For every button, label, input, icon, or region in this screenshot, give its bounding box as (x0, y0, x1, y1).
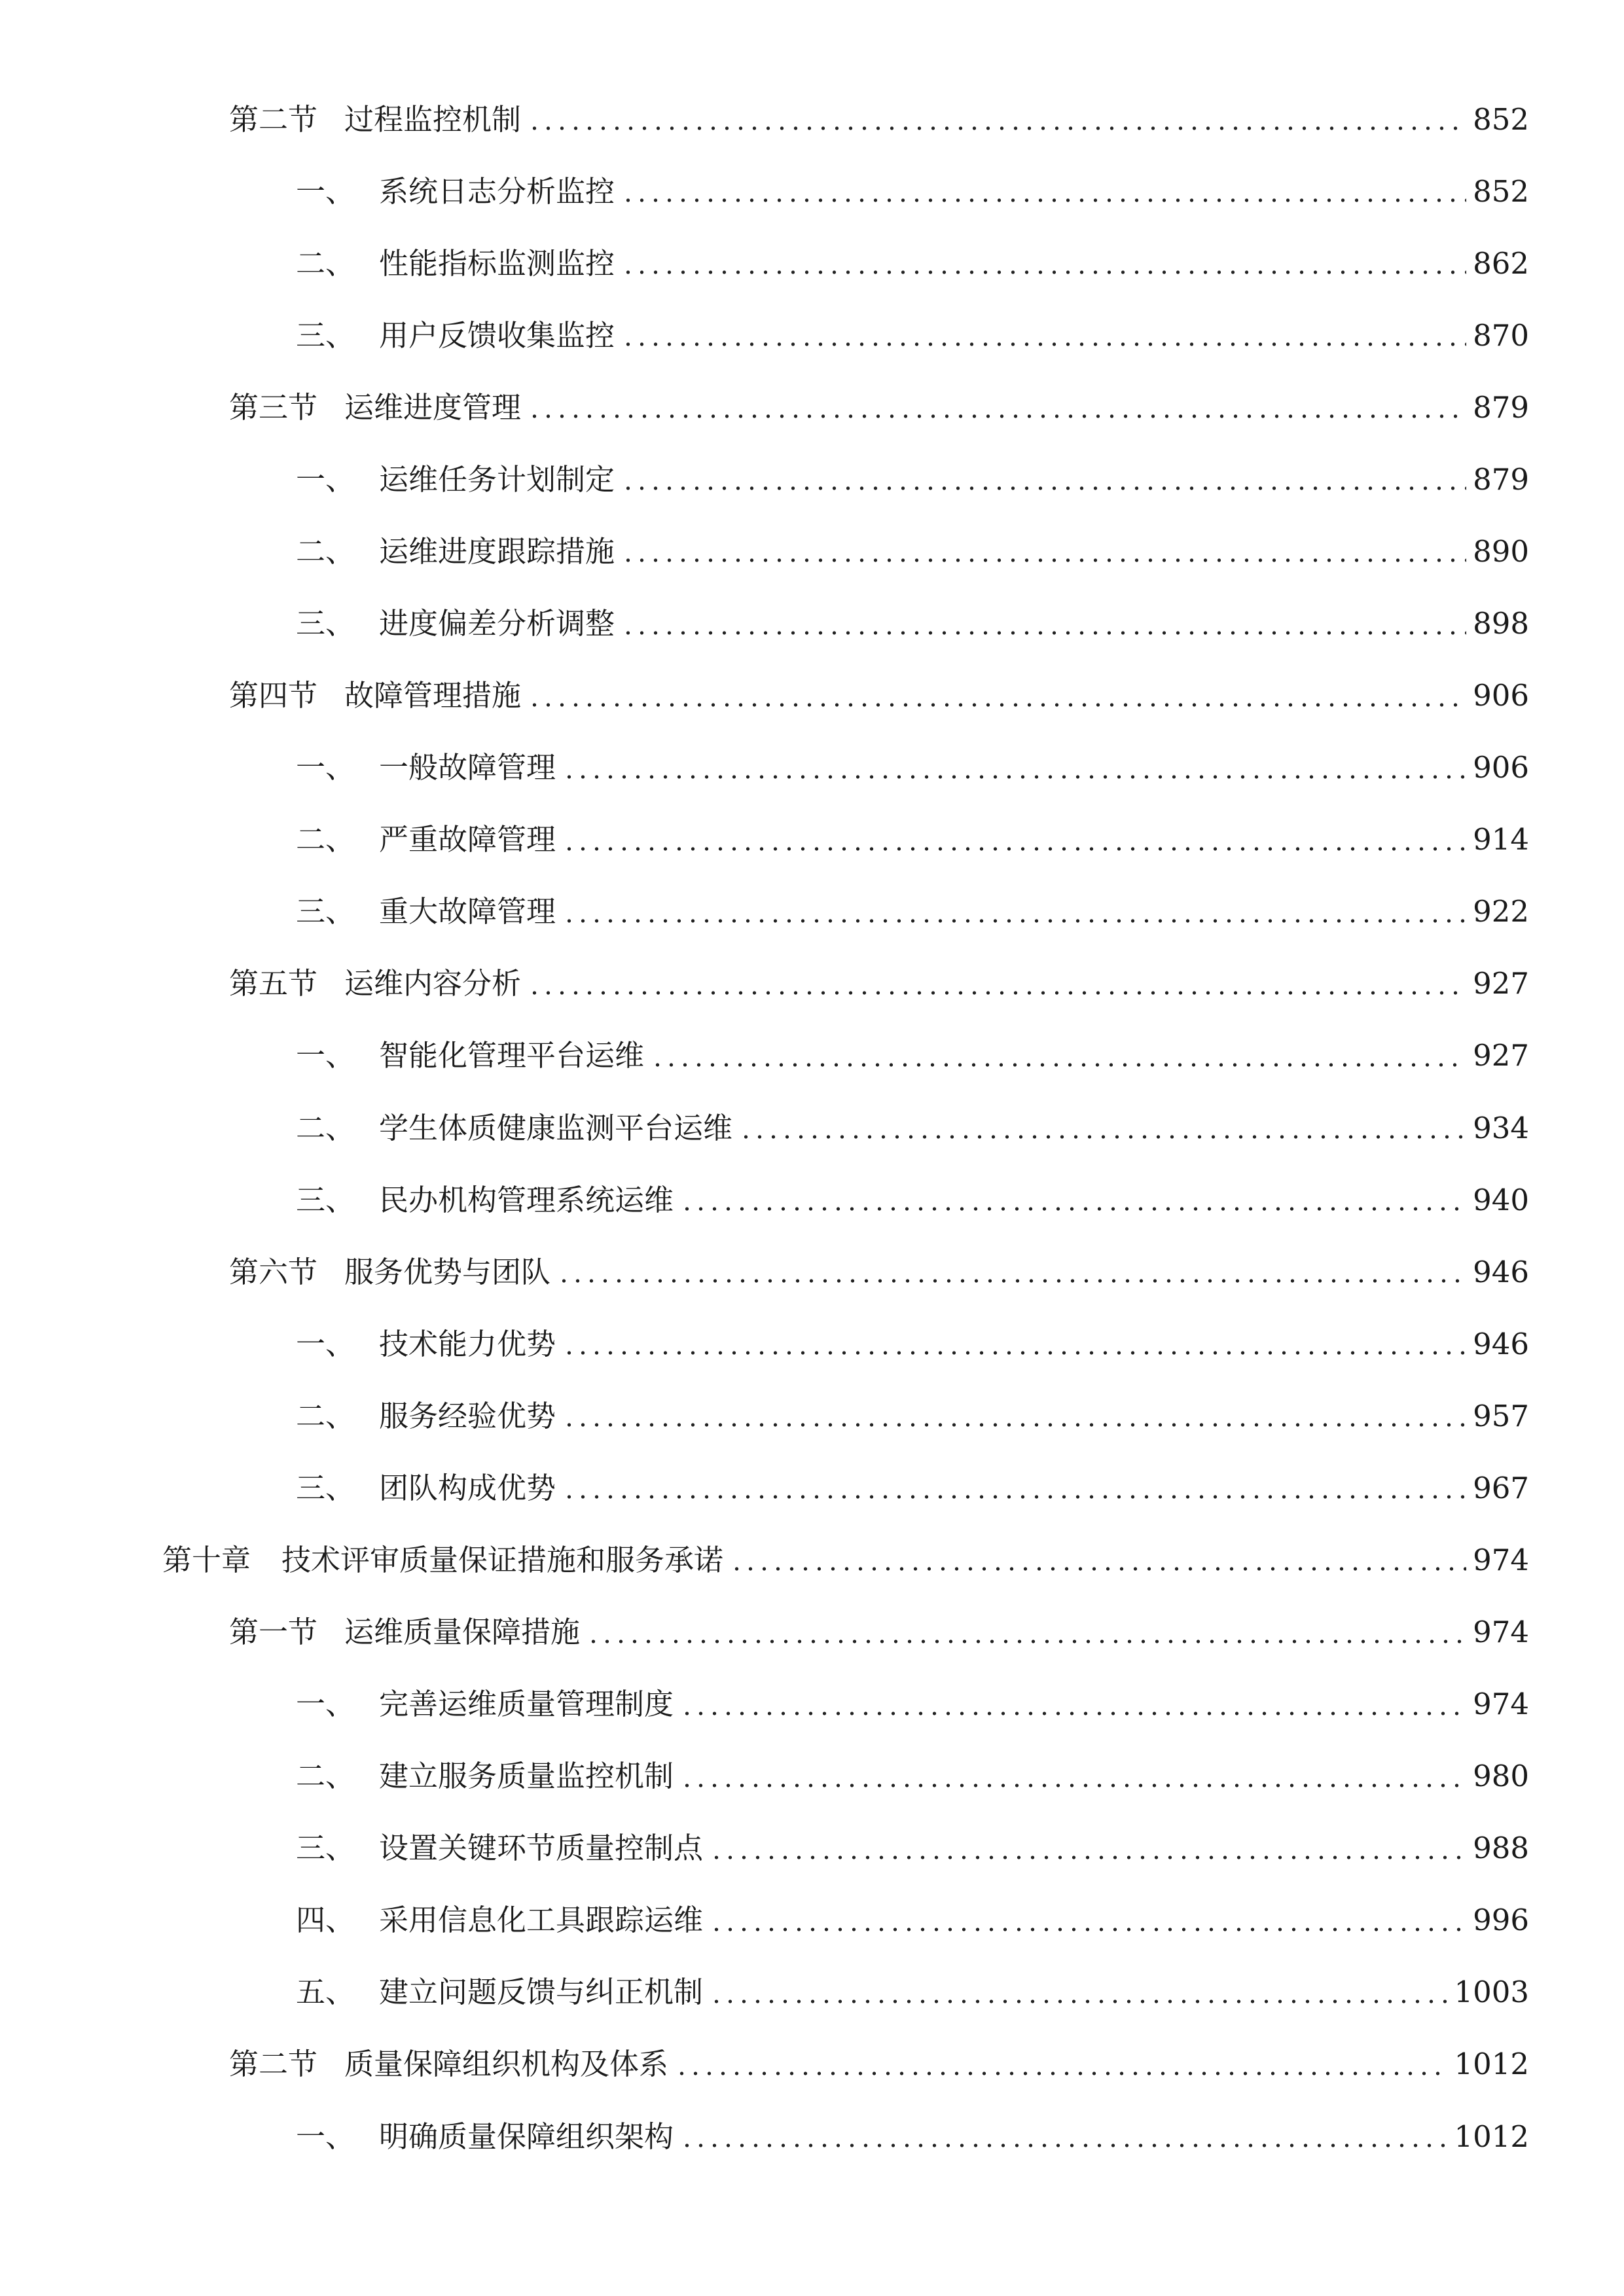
toc-entry-page-number: 879 (1473, 461, 1529, 497)
toc-entry[interactable] (296, 1678, 1529, 1731)
toc-entry-title: 用户反馈收集监控 (379, 317, 615, 353)
toc-entry[interactable] (296, 1462, 1529, 1514)
toc-entry-number: 一、 (296, 750, 355, 785)
toc-entry[interactable] (162, 1534, 1529, 1586)
toc-entry-number: 二、 (296, 1759, 355, 1794)
dot-leader (651, 1062, 1466, 1067)
toc-entry-title: 技术评审质量保证措施和服务承诺 (281, 1542, 724, 1577)
dot-leader (621, 270, 1466, 275)
dot-leader (621, 342, 1466, 347)
dot-leader (528, 702, 1466, 708)
toc-entry-number: 三、 (296, 894, 355, 929)
toc-entry-title: 民办机构管理系统运维 (379, 1182, 674, 1217)
toc-entry[interactable] (296, 1750, 1529, 1803)
toc-entry-number: 三、 (296, 606, 355, 641)
dot-leader (528, 990, 1466, 996)
toc-entry[interactable] (296, 598, 1529, 650)
dot-leader (562, 1350, 1466, 1355)
toc-entry[interactable] (229, 958, 1529, 1010)
dot-leader (621, 198, 1466, 203)
dot-leader (730, 1566, 1466, 1571)
toc-entry[interactable] (296, 1318, 1529, 1370)
toc-entry-page-number: 1003 (1454, 1975, 1529, 2010)
dot-leader (739, 1134, 1466, 1139)
dot-leader (562, 1422, 1466, 1427)
dot-leader (680, 2143, 1447, 2148)
toc-entry-title: 进度偏差分析调整 (379, 606, 615, 641)
dot-leader (557, 1278, 1466, 1283)
dot-leader (680, 1206, 1466, 1211)
toc-entry-number: 第三节 (229, 389, 318, 425)
toc-entry-number: 第六节 (229, 1254, 318, 1289)
toc-entry-page-number: 862 (1473, 245, 1529, 281)
toc-entry-page-number: 922 (1473, 894, 1529, 929)
toc-entry-number: 一、 (296, 2119, 355, 2154)
toc-entry-title: 设置关键环节质量控制点 (379, 1831, 704, 1866)
toc-entry-page-number: 906 (1473, 750, 1529, 785)
toc-entry[interactable] (296, 453, 1529, 505)
toc-entry[interactable] (296, 1966, 1529, 2018)
toc-entry-number: 四、 (296, 1903, 355, 1938)
toc-entry[interactable] (229, 381, 1529, 433)
toc-entry-page-number: 1012 (1454, 2047, 1529, 2082)
toc-entry-title: 重大故障管理 (379, 894, 556, 929)
toc-entry-title: 服务经验优势 (379, 1398, 556, 1433)
toc-entry[interactable] (296, 886, 1529, 938)
dot-leader (528, 126, 1466, 131)
toc-entry-page-number: 946 (1473, 1326, 1529, 1361)
toc-entry-number: 第五节 (229, 966, 318, 1001)
toc-entry-number: 一、 (296, 461, 355, 497)
toc-entry-page-number: 898 (1473, 606, 1529, 641)
toc-entry-title: 智能化管理平台运维 (379, 1038, 645, 1073)
dot-leader (710, 1999, 1447, 2004)
toc-entry-title: 运维质量保障措施 (344, 1615, 581, 1649)
toc-entry-page-number: 974 (1473, 1615, 1529, 1649)
toc-entry[interactable] (229, 93, 1529, 145)
toc-entry[interactable] (296, 1030, 1529, 1082)
toc-entry-page-number: 906 (1473, 678, 1529, 713)
toc-entry-number: 一、 (296, 173, 355, 209)
dot-leader (586, 1639, 1466, 1644)
dot-leader (680, 1711, 1466, 1716)
toc-entry-title: 建立问题反馈与纠正机制 (379, 1975, 704, 2010)
toc-entry[interactable] (229, 2038, 1529, 2090)
toc-entry-page-number: 927 (1473, 1038, 1529, 1073)
toc-entry-number: 一、 (296, 1038, 355, 1073)
toc-entry-number: 二、 (296, 1110, 355, 1145)
toc-entry-title: 学生体质健康监测平台运维 (379, 1110, 733, 1145)
toc-entry-number: 第一节 (229, 1615, 318, 1649)
toc-entry[interactable] (229, 670, 1529, 722)
dot-leader (675, 2071, 1447, 2076)
toc-entry[interactable] (229, 1606, 1529, 1659)
toc-entry-title: 服务优势与团队 (344, 1254, 551, 1289)
toc-entry-page-number: 914 (1473, 822, 1529, 857)
toc-entry[interactable] (296, 1174, 1529, 1226)
toc-entry[interactable] (296, 814, 1529, 866)
toc-entry[interactable] (296, 1390, 1529, 1442)
toc-entry-page-number: 974 (1473, 1687, 1529, 1721)
dot-leader (680, 1783, 1466, 1788)
dot-leader (528, 414, 1466, 419)
toc-entry-title: 系统日志分析监控 (379, 173, 615, 209)
toc-entry-title: 运维内容分析 (344, 966, 522, 1001)
toc-entry[interactable] (296, 1822, 1529, 1874)
toc-entry-title: 严重故障管理 (379, 822, 556, 857)
toc-entry-number: 第十章 (162, 1542, 251, 1577)
toc-entry-title: 性能指标监测监控 (379, 245, 615, 281)
toc-entry-page-number: 927 (1473, 966, 1529, 1001)
toc-entry-title: 运维进度管理 (344, 389, 522, 425)
toc-entry-page-number: 957 (1473, 1398, 1529, 1433)
toc-entry-page-number: 940 (1473, 1182, 1529, 1217)
toc-entry-page-number: 988 (1473, 1831, 1529, 1866)
dot-leader (562, 1494, 1466, 1499)
toc-entry-number: 二、 (296, 822, 355, 857)
toc-entry[interactable] (296, 2110, 1529, 2162)
toc-entry[interactable] (296, 165, 1529, 217)
dot-leader (562, 774, 1466, 780)
toc-entry-page-number: 870 (1473, 317, 1529, 353)
dot-leader (621, 630, 1466, 636)
dot-leader (562, 918, 1466, 924)
toc-entry-title: 建立服务质量监控机制 (379, 1759, 674, 1794)
toc-entry-page-number: 890 (1473, 533, 1529, 569)
toc-entry-title: 运维进度跟踪措施 (379, 533, 615, 569)
dot-leader (710, 1855, 1466, 1860)
toc-entry-number: 三、 (296, 1470, 355, 1505)
dot-leader (562, 846, 1466, 852)
toc-entry-title: 故障管理措施 (344, 678, 522, 713)
toc-entry-page-number: 946 (1473, 1254, 1529, 1289)
toc-entry-number: 三、 (296, 1831, 355, 1866)
toc-entry-title: 完善运维质量管理制度 (379, 1687, 674, 1721)
toc-entry[interactable] (296, 1102, 1529, 1154)
toc-entry-title: 明确质量保障组织架构 (379, 2119, 674, 2154)
toc-entry-title: 技术能力优势 (379, 1326, 556, 1361)
toc-entry-number: 第二节 (229, 101, 318, 137)
toc-entry-number: 二、 (296, 245, 355, 281)
toc-entry[interactable] (296, 237, 1529, 289)
toc-entry-number: 三、 (296, 317, 355, 353)
toc-entry-number: 二、 (296, 1398, 355, 1433)
toc-entry[interactable] (296, 525, 1529, 577)
toc-entry-number: 三、 (296, 1182, 355, 1217)
dot-leader (710, 1927, 1466, 1932)
toc-entry-page-number: 996 (1473, 1903, 1529, 1938)
toc-entry-number: 一、 (296, 1326, 355, 1361)
toc-entry-title: 采用信息化工具跟踪运维 (379, 1903, 704, 1938)
toc-entry[interactable] (229, 1246, 1529, 1298)
toc-entry-number: 二、 (296, 533, 355, 569)
toc-entry-page-number: 934 (1473, 1110, 1529, 1145)
dot-leader (621, 558, 1466, 563)
toc-entry[interactable] (296, 1894, 1529, 1946)
toc-entry-page-number: 980 (1473, 1759, 1529, 1794)
toc-entry-page-number: 852 (1473, 173, 1529, 209)
toc-entry-title: 团队构成优势 (379, 1470, 556, 1505)
toc-entry-title: 质量保障组织机构及体系 (344, 2047, 669, 2082)
toc-entry-page-number: 967 (1473, 1470, 1529, 1505)
toc-entry-number: 一、 (296, 1687, 355, 1721)
toc-entry-title: 一般故障管理 (379, 750, 556, 785)
toc-entry-number: 第四节 (229, 678, 318, 713)
toc-entry-page-number: 974 (1473, 1542, 1529, 1577)
toc-entry-number: 第二节 (229, 2047, 318, 2082)
toc-entry-number: 五、 (296, 1975, 355, 2010)
toc-entry-title: 运维任务计划制定 (379, 461, 615, 497)
dot-leader (621, 486, 1466, 491)
toc-entry-page-number: 1012 (1454, 2119, 1529, 2154)
toc-entry-page-number: 852 (1473, 101, 1529, 137)
toc-entry-title: 过程监控机制 (344, 101, 522, 137)
toc-entry[interactable] (296, 742, 1529, 794)
toc-entry-page-number: 879 (1473, 389, 1529, 425)
toc-entry[interactable] (296, 309, 1529, 361)
